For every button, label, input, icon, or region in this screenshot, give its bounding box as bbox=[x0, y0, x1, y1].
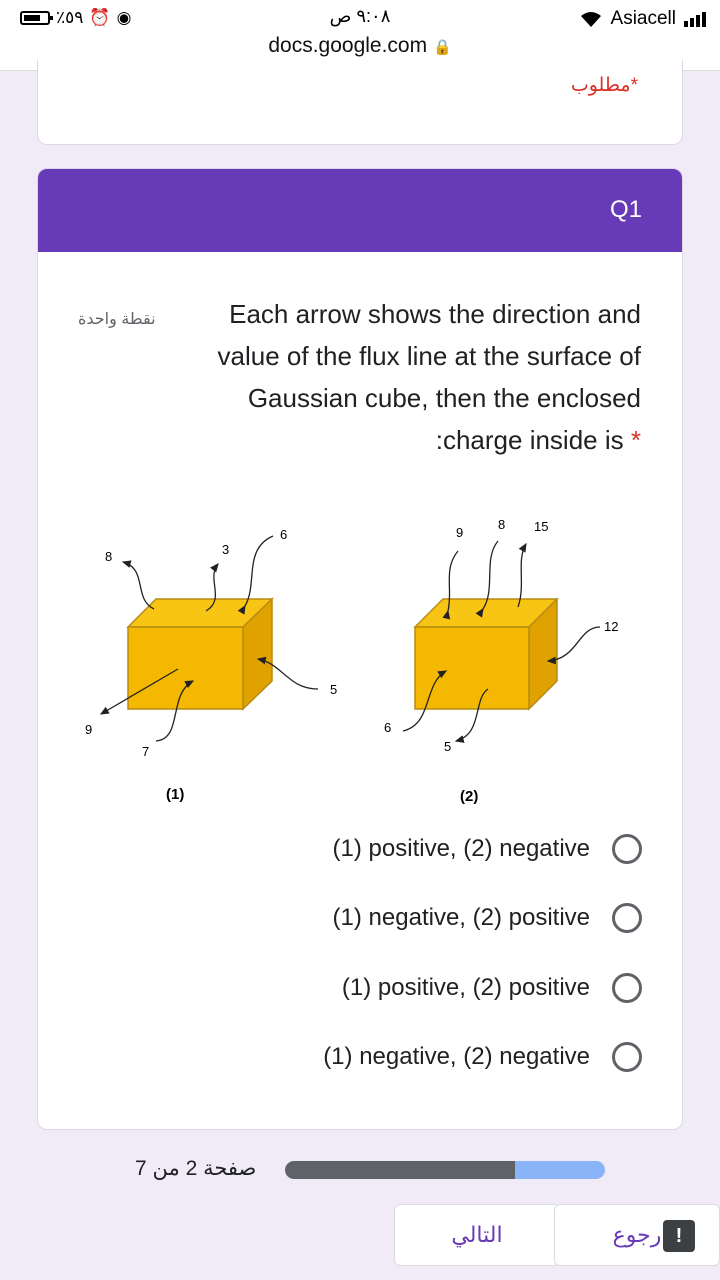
address-bar[interactable] bbox=[0, 34, 720, 58]
cube-2-value: 12 bbox=[604, 619, 619, 634]
cube-1-value: 6 bbox=[280, 527, 288, 542]
battery-percent: ٪٥٩ bbox=[56, 8, 84, 27]
lock-icon: 🔒 bbox=[432, 39, 452, 56]
next-button[interactable]: التالي bbox=[394, 1204, 560, 1266]
cube-2-value: 15 bbox=[534, 519, 549, 534]
report-feedback-icon[interactable]: ! bbox=[663, 1220, 695, 1252]
points-label: نقطة واحدة bbox=[78, 311, 156, 328]
cube-1 bbox=[85, 527, 337, 803]
url-text: docs.google.com bbox=[268, 34, 428, 57]
progress-bar-fill bbox=[285, 1161, 515, 1179]
radio-button[interactable] bbox=[612, 834, 642, 864]
form-header-card bbox=[37, 60, 683, 145]
progress-bar bbox=[285, 1161, 605, 1179]
required-star: * bbox=[630, 425, 641, 455]
cube-2-label: (2) bbox=[460, 788, 479, 805]
option-label: (1) negative, (2) negative bbox=[323, 1043, 590, 1070]
cube-2-value: 9 bbox=[456, 525, 464, 540]
cube-1-front bbox=[128, 627, 243, 709]
question-text-body: Each arrow shows the direction and value of the flux line at the surface of Gaussian cube, then the enclosed :charge inside is bbox=[217, 299, 641, 455]
cube-2-value: 8 bbox=[498, 517, 506, 532]
radio-button[interactable] bbox=[612, 973, 642, 1003]
option-label: (1) negative, (2) positive bbox=[332, 904, 590, 931]
required-note: *مطلوب bbox=[570, 75, 638, 96]
cube-2-value: 6 bbox=[384, 720, 392, 735]
radio-button[interactable] bbox=[612, 903, 642, 933]
gaussian-cubes-figure bbox=[78, 509, 668, 809]
carrier-name: Asiacell bbox=[610, 8, 676, 29]
wifi-icon bbox=[579, 10, 603, 28]
option-1[interactable] bbox=[333, 893, 642, 943]
cube-1-value: 7 bbox=[142, 744, 150, 759]
signal-strength-icon bbox=[684, 11, 706, 27]
option-2[interactable] bbox=[342, 963, 642, 1013]
question-card bbox=[37, 168, 683, 1130]
question-text bbox=[168, 293, 641, 461]
page-progress bbox=[135, 1150, 605, 1190]
cube-1-value: 5 bbox=[330, 682, 338, 697]
cube-2-front bbox=[415, 627, 529, 709]
screen-rotation-lock-icon: ◉ bbox=[116, 8, 132, 27]
cube-1-value: 8 bbox=[105, 549, 113, 564]
cube-2 bbox=[384, 517, 618, 805]
cube-2-value: 5 bbox=[444, 739, 452, 754]
alarm-icon: ⏰ bbox=[89, 8, 111, 27]
question-header bbox=[38, 169, 682, 252]
page-progress-label: صفحة 2 من 7 bbox=[135, 1157, 257, 1180]
cube-1-value: 3 bbox=[222, 542, 230, 557]
option-label: (1) positive, (2) positive bbox=[341, 974, 590, 1001]
option-label: (1) positive, (2) negative bbox=[332, 835, 590, 862]
cube-1-value: 9 bbox=[85, 722, 93, 737]
back-button[interactable]: رجوع bbox=[554, 1204, 720, 1266]
status-right bbox=[579, 8, 706, 30]
option-3[interactable] bbox=[323, 1032, 642, 1082]
option-0[interactable] bbox=[333, 824, 642, 874]
question-header-title: Q1 bbox=[609, 196, 642, 223]
radio-button[interactable] bbox=[612, 1042, 642, 1072]
cube-1-label: (1) bbox=[166, 786, 185, 803]
clock: ٩:٠٨ ص bbox=[329, 6, 391, 26]
